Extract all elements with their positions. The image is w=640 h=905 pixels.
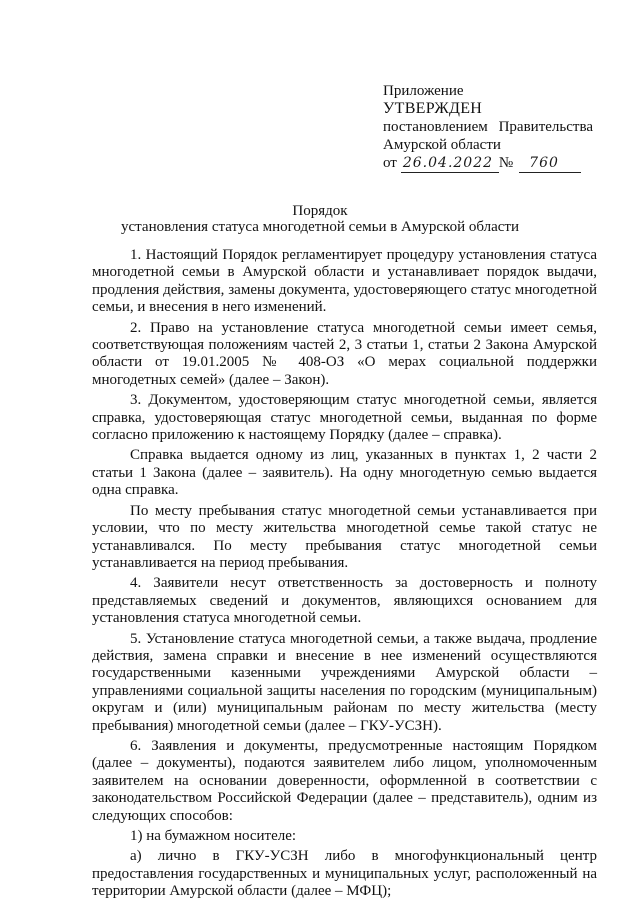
resolution-line — [383, 118, 593, 136]
resolution-word: постановлением — [383, 119, 488, 135]
handwritten-number: 760 — [519, 154, 581, 173]
paragraph: 4. Заявители несут ответственность за достоверность и полноту представляемых сведений и документов, являющихся основанием для установления статуса многодетной семьи. — [92, 575, 597, 627]
paragraph: 1. Настоящий Порядок регламентирует процедуру установления статуса многодетной семьи в Амурской области и устанавливает порядок выдачи, продления действия, замены документа, удостоверяющего статус многодетной семьи, и внесения в него изменений. — [92, 247, 597, 316]
paragraph: а) лично в ГКУ-УСЗН либо в многофункциональный центр предоставления государственных и муниципальных услуг, расположенный на территории Амурской области (далее – МФЦ); — [92, 848, 597, 900]
paragraph: 3. Документом, удостоверяющим статус многодетной семьи, является справка, удостоверяющая статус многодетной семьи, выданная по форме согласно приложению к настоящему Порядку (далее – справка). — [92, 392, 597, 444]
handwritten-date: 26.04.2022 — [401, 154, 499, 173]
paragraph: Справка выдается одному из лиц, указанных в пунктах 1, 2 части 2 статьи 1 Закона (далее – заявитель). На одну многодетную семью выдается одна справка. — [92, 447, 597, 499]
paragraph: 2. Право на установление статуса многодетной семьи имеет семья, соответствующая положениям частей 2, 3 статьи 1, статьи 2 Закона Амурской области от 19.01.2005 № 408-ОЗ «О мерах социальной поддержки многодетных семей» (далее – Закон). — [92, 319, 597, 388]
paragraph: 1) на бумажном носителе: — [130, 828, 297, 844]
approval-stamp-block — [383, 82, 603, 173]
document-body — [92, 247, 597, 904]
date-prefix: от — [383, 155, 397, 171]
number-sign: № — [498, 155, 514, 171]
approved-label: УТВЕРЖДЕН — [383, 100, 483, 117]
paragraph: 6. Заявления и документы, предусмотренные настоящим Порядком (далее – документы), подаются заявителем либо лицом, уполномоченным заявителем на основании доверенности, оформленной в соответствии с законодательством Российской Федерации (далее – представитель), одним из следующих способов: — [92, 737, 597, 824]
government-word: Правительства — [498, 119, 593, 135]
paragraph: 5. Установление статуса многодетной семьи, а также выдача, продление действия, замена справки и внесение в нее изменений осуществляются государственными казенными учреждениями Амурской области – управлениями социальной защиты населения по городским (муниципальным) округам и (или) муниципальным районам по месту жительства (месту пребывания) многодетной семьи (далее – ГКУ-УСЗН). — [92, 630, 597, 734]
paragraph: По месту пребывания статус многодетной семьи устанавливается при условии, что по месту жительства многодетной семье такой статус не устанавливался. По месту пребывания статус многодетной семьи устанавливается на период пребывания. — [92, 502, 597, 571]
appendix-label: Приложение — [383, 83, 464, 99]
document-title: Порядок — [292, 203, 348, 219]
date-number-line — [383, 154, 603, 173]
document-subtitle: установления статуса многодетной семьи в Амурской области — [121, 219, 519, 235]
region-label: Амурской области — [383, 137, 501, 153]
